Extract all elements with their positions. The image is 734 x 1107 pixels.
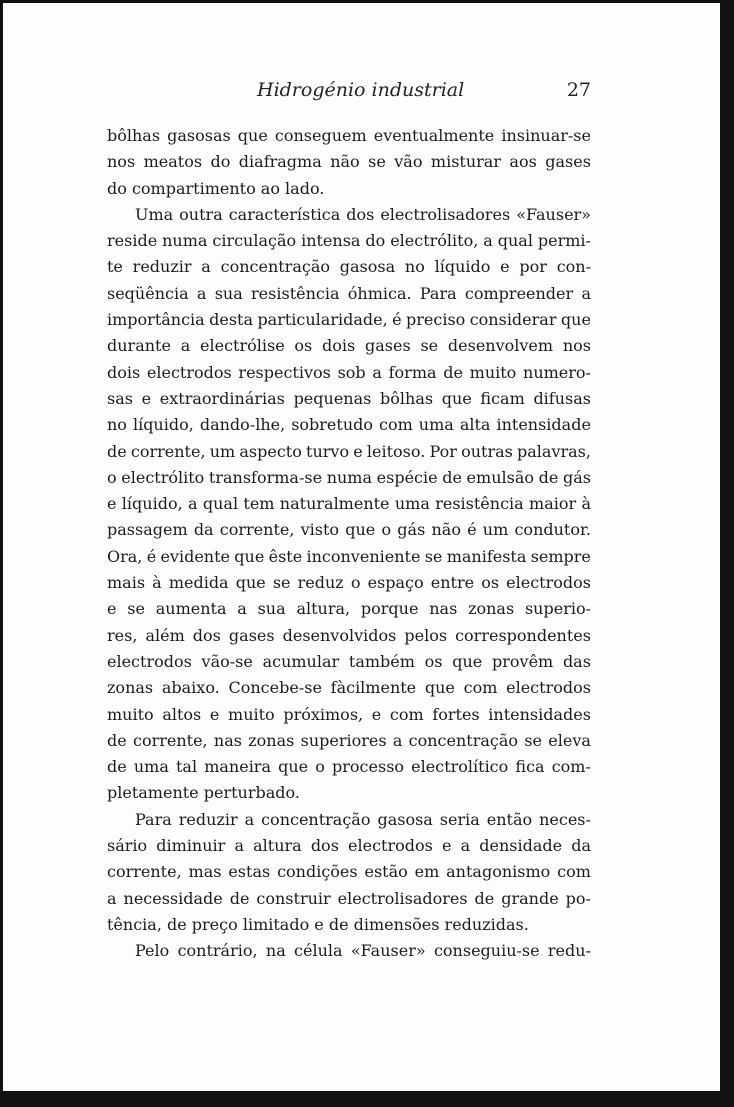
word: Por	[429, 441, 457, 461]
word: gás	[397, 520, 426, 540]
text-line	[107, 886, 591, 912]
text-line	[107, 544, 591, 570]
word: a	[372, 362, 382, 382]
word: com-	[551, 757, 591, 777]
word: Concebe-se	[228, 678, 322, 698]
word: no	[404, 257, 425, 277]
word: que	[560, 310, 591, 330]
word: electrodos	[107, 651, 192, 671]
word: de	[442, 467, 462, 487]
word: a	[201, 257, 211, 277]
text-line	[107, 228, 591, 254]
text-line	[107, 202, 591, 228]
word: reside	[107, 231, 158, 251]
word: a	[180, 336, 191, 356]
word: na	[265, 941, 286, 961]
word: eleva	[548, 730, 591, 750]
word: muito	[469, 362, 517, 382]
word: electrolisadores	[337, 888, 468, 908]
word: corrente,	[132, 730, 208, 750]
word: o	[350, 573, 361, 593]
word: do	[210, 152, 231, 172]
word: Pelo	[135, 941, 170, 961]
word: aumenta	[155, 599, 227, 619]
running-title: Hidrogénio industrial	[257, 79, 465, 101]
text-line	[107, 807, 591, 833]
word: densidade	[479, 836, 563, 856]
word: durante	[107, 336, 171, 356]
word: electrodos	[506, 678, 591, 698]
word: maior	[529, 494, 577, 514]
word: um	[209, 441, 236, 461]
word: se	[524, 730, 542, 750]
word: que	[237, 126, 268, 145]
word: mais	[107, 573, 146, 593]
word: nos	[107, 152, 136, 172]
word: porque	[360, 599, 419, 619]
word: de	[107, 441, 127, 461]
word: considerar	[469, 310, 557, 330]
word: ficam	[480, 388, 525, 408]
word: reduzir	[132, 257, 192, 277]
word: e	[209, 704, 220, 724]
word: gases	[545, 152, 591, 172]
line-text: pletamente perturbado.	[107, 783, 300, 803]
word: electrolisadores	[380, 204, 511, 224]
body-text	[107, 123, 591, 965]
word: uma	[133, 757, 169, 777]
word: «Fauser»	[516, 204, 591, 224]
word: evidente	[160, 546, 230, 566]
word: insinuar-se	[501, 126, 591, 145]
word: próximos,	[283, 704, 364, 724]
word: dois	[107, 362, 141, 382]
word: pelos	[404, 625, 448, 645]
word: então	[486, 809, 533, 829]
word: condutor.	[514, 520, 591, 540]
word: inconveniente	[306, 546, 421, 566]
word: Ora,	[107, 546, 143, 566]
word: numero-	[523, 362, 591, 382]
word: desenvolvem	[447, 336, 554, 356]
word: uma	[394, 494, 430, 514]
word: gases	[228, 625, 275, 645]
word: seqüência	[107, 283, 189, 303]
word: altura,	[296, 599, 351, 619]
text-line	[107, 833, 591, 859]
text-line	[107, 780, 591, 806]
word: mas	[188, 862, 222, 882]
word: electrolítico	[411, 757, 509, 777]
word: sário	[107, 836, 148, 856]
word: a	[196, 283, 207, 303]
word: transforma-se	[208, 467, 323, 487]
word: os	[424, 651, 443, 671]
word: tal	[175, 757, 198, 777]
word: zonas	[107, 678, 154, 698]
word: te	[107, 257, 123, 277]
word: electrólito	[121, 467, 205, 487]
word: que	[424, 678, 455, 698]
word: zonas	[468, 599, 515, 619]
line-text: do compartimento ao lado.	[107, 178, 325, 198]
word: e	[500, 257, 510, 277]
word: entre	[430, 573, 475, 593]
text-line	[107, 491, 591, 517]
word: é	[467, 520, 477, 540]
word: corrente,	[219, 520, 295, 540]
word: grande	[501, 888, 559, 908]
word: que	[441, 388, 472, 408]
word: um	[482, 520, 509, 540]
text-line	[107, 254, 591, 280]
word: é	[392, 310, 402, 330]
word: naturalmente	[279, 494, 390, 514]
word: resistência	[435, 494, 524, 514]
word: palavras,	[517, 441, 591, 461]
word: e	[107, 599, 117, 619]
text-line	[107, 859, 591, 885]
word: líquido,	[132, 415, 194, 435]
text-line	[107, 386, 591, 412]
word: condições	[277, 862, 358, 882]
word: construir	[256, 888, 331, 908]
word: também	[348, 651, 415, 671]
word: eventualmente	[373, 126, 495, 145]
word: fortes	[432, 704, 480, 724]
word: se	[127, 599, 145, 619]
word: a	[234, 836, 244, 856]
word: da	[571, 836, 591, 856]
word: superio-	[524, 599, 591, 619]
word: processo	[332, 757, 405, 777]
word: dando-lhe,	[199, 415, 286, 435]
word: aos	[509, 152, 537, 172]
word: sua	[257, 599, 286, 619]
word: de	[107, 730, 127, 750]
word: a	[483, 231, 493, 251]
word: e	[141, 388, 152, 408]
word: desta	[209, 310, 254, 330]
word: intensa	[301, 231, 361, 251]
word: à	[581, 494, 591, 514]
word: da	[193, 520, 214, 540]
word: dos	[346, 204, 375, 224]
page-header	[103, 79, 591, 107]
word: estão	[364, 862, 408, 882]
line-text: tência, de preço limitado e de dimensões reduzidas.	[107, 914, 529, 934]
word: além	[145, 625, 185, 645]
word: sobretudo	[291, 415, 373, 435]
word: forma	[388, 362, 437, 382]
word: que	[345, 520, 376, 540]
word: importância	[107, 310, 205, 330]
word: e	[353, 441, 363, 461]
word: se	[424, 546, 443, 566]
word: abaixo.	[161, 678, 220, 698]
word: vão-se	[201, 651, 253, 671]
word: de	[538, 467, 559, 487]
word: que	[278, 757, 309, 777]
word: sas	[107, 388, 133, 408]
word: a	[237, 599, 247, 619]
word: resistência	[251, 283, 340, 303]
word: altura	[253, 836, 302, 856]
word: os	[294, 336, 313, 356]
page-number: 27	[566, 79, 591, 101]
word: gasosa	[339, 257, 396, 277]
word: líquido	[434, 257, 491, 277]
word: das	[562, 651, 591, 671]
word: electrólito,	[390, 231, 479, 251]
word: tem	[243, 494, 275, 514]
text-line	[107, 307, 591, 333]
word: pequenas	[293, 388, 372, 408]
word: com	[463, 678, 498, 698]
word: espécie	[376, 467, 438, 487]
word: manifesta	[446, 546, 527, 566]
word: concentração	[220, 257, 330, 277]
word: muito	[107, 704, 154, 724]
word: misturar	[430, 152, 501, 172]
word: circulação	[212, 231, 297, 251]
text-line	[107, 123, 591, 149]
word: permi-	[537, 231, 591, 251]
word: seria	[439, 809, 480, 829]
word: passagem	[107, 520, 188, 540]
word: fàcilmente	[330, 678, 417, 698]
word: reduzir	[178, 809, 238, 829]
text-line	[107, 333, 591, 359]
word: se	[272, 573, 291, 593]
word: outras	[461, 441, 513, 461]
word: à	[152, 573, 162, 593]
word: sempre	[530, 546, 591, 566]
word: do	[365, 231, 386, 251]
word: po-	[565, 888, 591, 908]
word: com	[389, 704, 424, 724]
text-line	[107, 149, 591, 175]
word: electrodos	[348, 836, 433, 856]
word: no	[107, 415, 127, 435]
word: gasosas	[167, 126, 231, 145]
word: com	[379, 415, 413, 435]
word: se	[368, 152, 386, 172]
word: electrólise	[200, 336, 285, 356]
word: fica	[515, 757, 545, 777]
word: sua	[214, 283, 243, 303]
word: meatos	[143, 152, 203, 172]
word: leitoso.	[366, 441, 426, 461]
word: respectivos	[238, 362, 331, 382]
word: electrodos	[506, 573, 591, 593]
word: intensidade	[496, 415, 591, 435]
word: não	[330, 152, 360, 172]
word: vão	[394, 152, 423, 172]
word: emulsão	[466, 467, 534, 487]
text-line	[107, 649, 591, 675]
word: compreender	[464, 283, 574, 303]
word: uma	[418, 415, 454, 435]
word: a	[460, 836, 471, 856]
text-line	[107, 754, 591, 780]
text-line	[107, 176, 591, 202]
word: maneira	[204, 757, 271, 777]
word: e	[371, 704, 382, 724]
word: res,	[107, 625, 138, 645]
word: dois	[322, 336, 356, 356]
word: o	[107, 467, 117, 487]
word: diafragma	[238, 152, 322, 172]
text-line	[107, 938, 591, 964]
word: sob	[337, 362, 366, 382]
word: concentração	[261, 809, 371, 829]
word: gases	[365, 336, 411, 356]
word: que	[235, 573, 266, 593]
text-line	[107, 360, 591, 386]
word: altos	[162, 704, 202, 724]
word: nos	[562, 336, 591, 356]
word: não	[431, 520, 461, 540]
word: célula	[294, 941, 343, 961]
word: redu-	[547, 941, 591, 961]
word: qual	[202, 494, 239, 514]
word: Para	[135, 809, 172, 829]
word: acumular	[262, 651, 340, 671]
text-line	[107, 412, 591, 438]
word: outra	[179, 204, 223, 224]
word: difusas	[533, 388, 591, 408]
word: a	[244, 809, 255, 829]
word: gás	[562, 467, 591, 487]
word: a	[392, 730, 403, 750]
word: visto	[300, 520, 340, 540]
word: reduz	[297, 573, 344, 593]
word: conseguem	[274, 126, 367, 145]
word: espaço	[367, 573, 424, 593]
word: conseguiu-se	[433, 941, 540, 961]
word: superiores	[300, 730, 387, 750]
word: contrário,	[177, 941, 258, 961]
word: intensidades	[488, 704, 591, 724]
word: corrente,	[107, 862, 182, 882]
word: muito	[228, 704, 275, 724]
word: êste	[268, 546, 303, 566]
word: bôlhas	[107, 126, 161, 145]
word: antagonismo	[446, 862, 551, 882]
word: bôlhas	[380, 388, 434, 408]
text-line	[107, 570, 591, 596]
word: com	[557, 862, 591, 882]
word: e	[441, 836, 452, 856]
word: os	[481, 573, 500, 593]
word: zonas	[248, 730, 295, 750]
text-line	[107, 912, 591, 938]
word: a	[581, 283, 591, 303]
word: concentração	[408, 730, 519, 750]
word: em	[414, 862, 440, 882]
word: e	[107, 494, 117, 514]
text-line	[107, 675, 591, 701]
word: Uma	[135, 204, 174, 224]
text-line	[107, 702, 591, 728]
word: dos	[192, 625, 221, 645]
word: líquido,	[121, 494, 183, 514]
word: de	[474, 888, 495, 908]
word: alta	[459, 415, 491, 435]
word: de	[107, 757, 127, 777]
word: Para	[419, 283, 457, 303]
word: desenvolvidos	[282, 625, 397, 645]
word: provêm	[492, 651, 554, 671]
word: qual	[497, 231, 533, 251]
word: con-	[556, 257, 591, 277]
word: o	[381, 520, 392, 540]
word: turvo	[306, 441, 350, 461]
word: que	[452, 651, 483, 671]
word: numa	[326, 467, 373, 487]
word: preciso	[406, 310, 466, 330]
word: gasosa	[377, 809, 433, 829]
word: se	[420, 336, 439, 356]
word: aspecto	[239, 441, 302, 461]
word: electrodos	[146, 362, 232, 382]
text-line	[107, 281, 591, 307]
word: dos	[310, 836, 339, 856]
text-line	[107, 439, 591, 465]
word: corrente,	[130, 441, 206, 461]
word: de	[443, 362, 463, 382]
text-line	[107, 623, 591, 649]
word: óhmica.	[347, 283, 412, 303]
word: por	[519, 257, 547, 277]
word: necessidade	[123, 888, 223, 908]
word: nas	[429, 599, 458, 619]
text-line	[107, 728, 591, 754]
word: nas	[213, 730, 242, 750]
word: medida	[168, 573, 229, 593]
word: particularidade,	[257, 310, 388, 330]
word: de	[229, 888, 250, 908]
word: estas	[228, 862, 271, 882]
word: característica	[228, 204, 341, 224]
word: que	[234, 546, 265, 566]
text-line	[107, 465, 591, 491]
text-line	[107, 517, 591, 543]
word: o	[315, 757, 325, 777]
word: é	[146, 546, 157, 566]
word: a	[187, 494, 198, 514]
text-line	[107, 596, 591, 622]
word: correspondentes	[455, 625, 591, 645]
word: «Fauser»	[350, 941, 426, 961]
word: numa	[162, 231, 208, 251]
word: neces-	[539, 809, 591, 829]
word: extraordinárias	[159, 388, 285, 408]
word: a	[107, 888, 117, 908]
word: diminuir	[156, 836, 226, 856]
